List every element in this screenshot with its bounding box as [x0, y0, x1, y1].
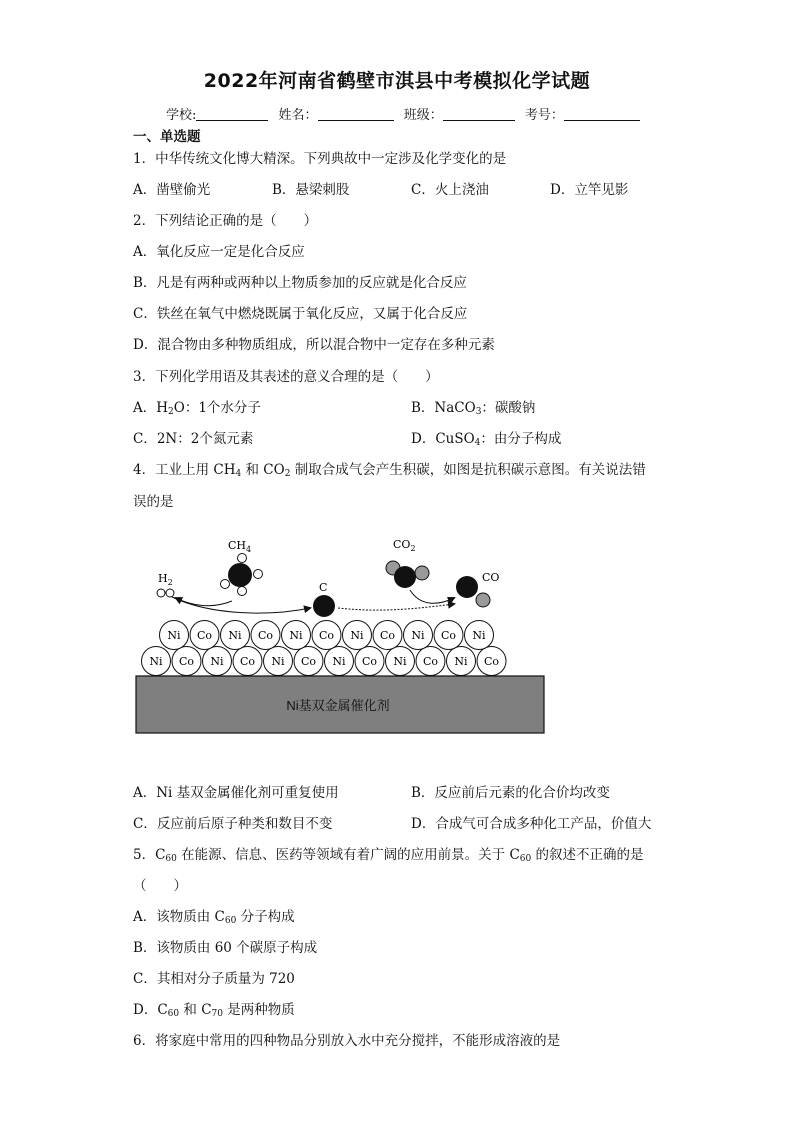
q5-stem: 5．$C_{60}$ 在能源、信息、医药等领域有着广阔的应用前景。关于 $C_{60}$ 的叙述不正确的是: [133, 847, 644, 864]
name-blank[interactable]: [318, 107, 394, 121]
q4-option-d[interactable]: D．合成气可合成多种化工产品，价值大: [411, 816, 652, 832]
catalyst-atom-label: Ni: [149, 655, 163, 668]
q4-option-c[interactable]: C．反应前后原子种类和数目不变: [133, 816, 333, 832]
o-atom: [476, 593, 490, 607]
q2-option-c[interactable]: C．铁丝在氧气中燃烧既属于氧化反应，又属于化合反应: [133, 306, 468, 322]
catalyst-atom-label: Ni: [228, 629, 242, 642]
catalyst-atom-label: Ni: [472, 629, 486, 642]
o-atom: [415, 566, 429, 580]
catalyst-atom-label: Co: [483, 655, 500, 668]
c-atom-deposit: [313, 595, 335, 617]
school-label: 学校:: [166, 108, 197, 123]
catalyst-atom-label: Ni: [411, 629, 425, 642]
catalyst-atom-label: Ni: [271, 655, 285, 668]
q1-option-d[interactable]: D．立竿见影: [550, 182, 629, 198]
q5-option-c[interactable]: C．其相对分子质量为 720: [133, 971, 295, 987]
q5-option-b[interactable]: B．该物质由 60 个碳原子构成: [133, 940, 318, 956]
catalyst-atom-label: Co: [422, 655, 439, 668]
exam-title: 2022年河南省鹤壁市淇县中考模拟化学试题: [203, 70, 591, 92]
c-atom: [456, 576, 478, 598]
h2-label: $H_2$: [158, 572, 173, 587]
exam-number-label: 考号：: [524, 108, 564, 123]
anti-carbon-deposition-diagram: [132, 534, 552, 740]
q4-option-b[interactable]: B．反应前后元素的化合价均改变: [411, 785, 610, 801]
q3-option-c[interactable]: C．2N：2个氮元素: [133, 431, 254, 447]
h-atom: [254, 570, 263, 579]
q4-stem: 4．工业上用 $CH_4$ 和 $CO_2$ 制取合成气会产生积碳，如图是抗积碳示意图。有关说法错: [133, 462, 646, 479]
c-atom: [228, 563, 252, 587]
class-blank[interactable]: [443, 107, 515, 121]
ch4-label: $CH_4$: [228, 539, 252, 554]
catalyst-atom-label: Ni: [167, 629, 181, 642]
section-heading: 一、单选题: [133, 129, 201, 145]
class-label: 班级：: [403, 108, 443, 123]
catalyst-atom-label: Ni: [210, 655, 224, 668]
name-label: 姓名：: [278, 108, 318, 123]
catalyst-atom-label: Ni: [393, 655, 407, 668]
c-label: C: [319, 581, 328, 594]
h-atom: [238, 554, 247, 563]
catalyst-atom-label: Co: [318, 629, 335, 642]
q3-option-d[interactable]: D．CuSO$_4$：由分子构成: [411, 431, 562, 448]
arrow-c-to-co: [338, 604, 454, 610]
school-blank[interactable]: [196, 107, 268, 121]
h-atom: [221, 580, 230, 589]
catalyst-atom-label: Co: [379, 629, 396, 642]
h-atom: [166, 589, 174, 597]
q2-option-d[interactable]: D．混合物由多种物质组成，所以混合物中一定存在多种元素: [133, 337, 495, 353]
arrow-ch4-to-c: [172, 597, 310, 613]
catalyst-atom-label: Co: [300, 655, 317, 668]
catalyst-atom-row-bottom: [142, 647, 507, 676]
q5-option-a[interactable]: A．该物质由 $C_{60}$ 分子构成: [133, 909, 295, 926]
catalyst-atom-label: Ni: [454, 655, 468, 668]
q5-option-d[interactable]: D．$C_{60}$ 和 $C_{70}$ 是两种物质: [133, 1002, 295, 1019]
q3-stem: 3．下列化学用语及其表述的意义合理的是（ ）: [133, 369, 439, 385]
q2-stem: 2．下列结论正确的是（ ）: [133, 213, 318, 229]
q1-option-a[interactable]: A．凿壁偷光: [133, 182, 211, 198]
q1-stem: 1．中华传统文化博大精深。下列典故中一定涉及化学变化的是: [133, 151, 507, 167]
q1-option-b[interactable]: B．悬梁刺股: [272, 182, 350, 198]
co-label: CO: [482, 571, 500, 584]
arrow-to-h2: [176, 598, 232, 606]
catalyst-atom-label: Ni: [332, 655, 346, 668]
catalyst-atom-label: Ni: [289, 629, 303, 642]
q1-option-c[interactable]: C．火上浇油: [411, 182, 489, 198]
q4-stem-line2: 误的是: [133, 494, 174, 510]
catalyst-label: Ni基双金属催化剂: [286, 698, 390, 713]
q6-stem: 6．将家庭中常用的四种物品分别放入水中充分搅拌，不能形成溶液的是: [133, 1033, 561, 1049]
catalyst-atom-label: Co: [440, 629, 457, 642]
q5-stem-line2: （ ）: [133, 878, 187, 894]
catalyst-atom-label: Co: [239, 655, 256, 668]
exam-number-blank[interactable]: [564, 107, 640, 121]
c-atom: [394, 566, 416, 588]
h-atom: [238, 587, 247, 596]
q2-option-a[interactable]: A．氧化反应一定是化合反应: [133, 244, 305, 260]
catalyst-atom-label: Co: [361, 655, 378, 668]
catalyst-atom-label: Co: [196, 629, 213, 642]
q3-option-b[interactable]: B．NaCO$_3$：碳酸钠: [411, 400, 536, 417]
co2-label: $CO_2$: [393, 538, 416, 553]
q4-option-a[interactable]: A．Ni 基双金属催化剂可重复使用: [133, 785, 339, 801]
catalyst-atom-label: Ni: [350, 629, 364, 642]
catalyst-atom-label: Co: [178, 655, 195, 668]
student-info-line: [166, 104, 646, 123]
catalyst-atom-label: Co: [257, 629, 274, 642]
q2-option-b[interactable]: B．凡是有两种或两种以上物质参加的反应就是化合反应: [133, 275, 467, 291]
q3-option-a[interactable]: A．$H_2O$：1个水分子: [133, 400, 261, 417]
catalyst-atom-row-top: [160, 621, 494, 650]
arrow-co2-to-co: [410, 590, 454, 603]
h-atom: [157, 589, 165, 597]
